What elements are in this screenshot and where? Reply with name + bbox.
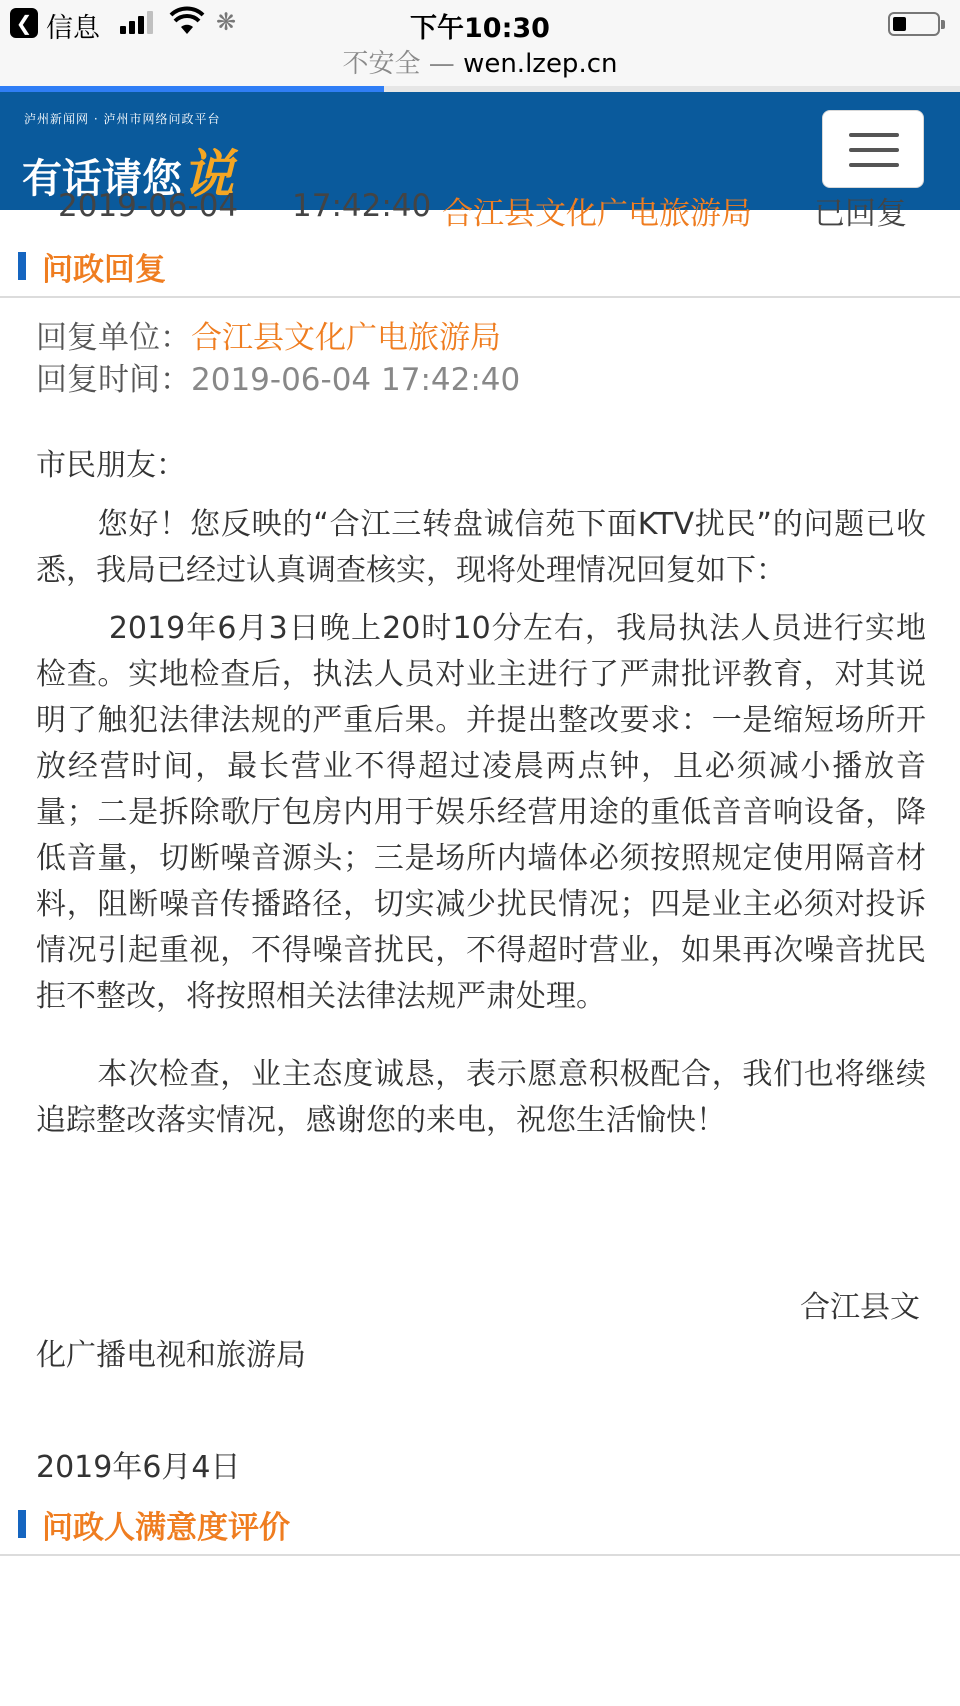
reply-section-header bbox=[0, 244, 960, 290]
section-marker bbox=[18, 1510, 26, 1538]
logo-tagline: 泸州新闻网 · 泸州市网络问政平台 bbox=[24, 112, 221, 126]
hamburger-menu-button[interactable] bbox=[822, 110, 924, 188]
reply-unit-value[interactable]: 合江县文化广电旅游局 bbox=[191, 320, 501, 356]
reply-paragraph-1: 您好！您反映的“合江三转盘诚信苑下面KTV扰民”的问题已收悉，我局已经过认真调查核实，现将处理情况回复如下： bbox=[36, 507, 926, 588]
reply-time bbox=[36, 354, 520, 399]
url-host: wen.lzep.cn bbox=[463, 49, 618, 79]
address-bar[interactable] bbox=[0, 48, 960, 88]
section-title: 问政人满意度评价 bbox=[42, 1510, 290, 1546]
reply-list-row[interactable] bbox=[0, 188, 960, 232]
signature-line-2: 化广播电视和旅游局 bbox=[36, 1338, 306, 1373]
reply-paragraph-3: 本次检查，业主态度诚恳，表示愿意积极配合，我们也将继续追踪整改落实情况，感谢您的来电，祝您生活愉快！ bbox=[36, 1057, 926, 1138]
security-warning: 不安全 bbox=[342, 49, 421, 79]
status-bar bbox=[0, 0, 960, 48]
battery-icon bbox=[888, 12, 940, 36]
back-arrow-icon[interactable]: ❮ bbox=[10, 8, 38, 38]
reply-time-value: 2019-06-04 17:42:40 bbox=[191, 362, 521, 398]
section-divider bbox=[0, 1554, 960, 1556]
signature-line-1: 合江县文 bbox=[800, 1290, 920, 1325]
section-divider bbox=[0, 296, 960, 298]
satisfaction-section-header bbox=[0, 1502, 960, 1548]
reply-unit bbox=[36, 312, 501, 357]
hamburger-icon-line bbox=[849, 148, 899, 152]
clock-time: 下午10:30 bbox=[410, 13, 550, 44]
url-separator: — bbox=[428, 49, 455, 79]
hamburger-icon bbox=[849, 133, 899, 137]
section-title: 问政回复 bbox=[42, 252, 166, 288]
back-app-label[interactable]: 信息 bbox=[46, 13, 100, 44]
activity-spinner-icon: ❋ bbox=[216, 8, 237, 36]
section-marker bbox=[18, 252, 26, 280]
row-date: 2019-06-04 bbox=[58, 188, 239, 224]
site-logo[interactable] bbox=[22, 110, 282, 205]
main-content bbox=[0, 188, 960, 1706]
row-department[interactable]: 合江县文化广电旅游局 bbox=[442, 196, 752, 232]
reply-paragraph-2: 2019年6月3日晚上20时10分左右，我局执法人员进行实地检查。实地检查后，执法人员对业主进行了严肃批评教育，对其说明了触犯法律法规的严重后果。并提出整改要求：一是缩短场所开放经营时间，最长营业不得超过凌晨两点钟，且必须减小播放音量；二是拆除歌厅包房内用于娱乐经营用途的重低音音响设备，降低音量，切断噪音源头；三是场所内墙体必须按照规定使用隔音材料，阻断噪音传播路径，切实减少扰民情况；四是业主必须对投诉情况引起重视，不得噪音扰民，不得超时营业，如果再次噪音扰民拒不整改，将按照相关法律法规严肃处理。 bbox=[36, 611, 926, 1014]
logo-title: 有话请您说 bbox=[22, 145, 235, 205]
reply-unit-label: 回复单位： bbox=[36, 320, 191, 356]
row-status: 已回复 bbox=[814, 196, 907, 232]
reply-time-label: 回复时间： bbox=[36, 362, 191, 398]
salutation: 市民朋友： bbox=[36, 448, 186, 483]
reply-date: 2019年6月4日 bbox=[36, 1450, 241, 1485]
hamburger-icon-line bbox=[849, 163, 899, 167]
row-time: 17:42:40 bbox=[292, 188, 432, 224]
